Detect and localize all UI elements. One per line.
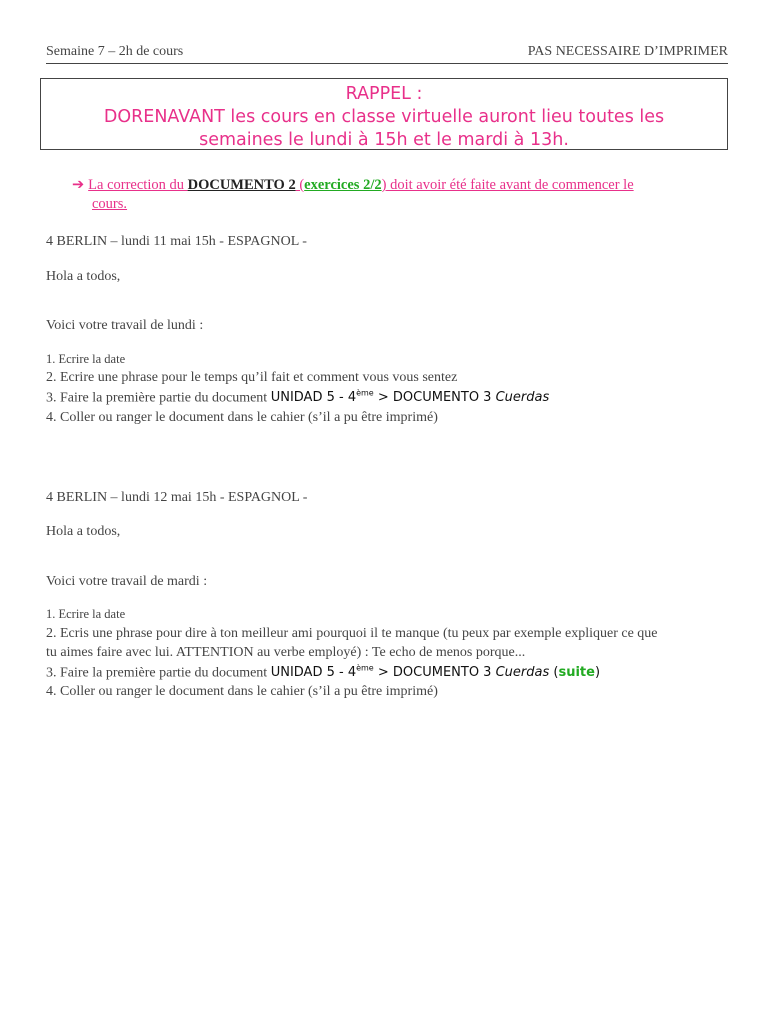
lundi-item-4: 4. Coller ou ranger le document dans le cahier (s’il a pu être imprimé)	[46, 410, 438, 425]
lundi-item-2: 2. Ecrire une phrase pour le temps qu’il fait et comment vous vous sentez	[46, 370, 458, 385]
rappel-line-3: semaines le lundi à 15h et le mardi à 13h.	[199, 130, 569, 150]
mardi-item-1: 1. Ecrire la date	[46, 607, 126, 621]
mardi-item-3: 3. Faire la première partie du document UNIDAD 5 - 4ème > DOCUMENTO 3 Cuerdas (suite)	[46, 664, 601, 681]
suite-label: suite	[558, 665, 595, 681]
rappel-title: RAPPEL :	[345, 84, 423, 104]
lundi-item-3: 3. Faire la première partie du document UNIDAD 5 - 4ème > DOCUMENTO 3 Cuerdas	[46, 389, 550, 406]
mardi-intro: Voici votre travail de mardi :	[46, 574, 208, 589]
mardi-item-2a: 2. Ecris une phrase pour dire à ton meilleur ami pourquoi il te manque (tu peux par exemple expliquer ce que	[46, 626, 658, 641]
mardi-title: 4 BERLIN – lundi 12 mai 15h - ESPAGNOL -	[46, 490, 308, 505]
rappel-line-2: DORENAVANT les cours en classe virtuelle auront lieu toutes les	[103, 107, 665, 127]
unidad-label: UNIDAD 5 - 4ème > DOCUMENTO 3 Cuerdas	[270, 389, 550, 406]
lundi-intro: Voici votre travail de lundi :	[46, 318, 204, 333]
header-right: PAS NECESSAIRE D’IMPRIMER	[527, 44, 728, 59]
unidad-label: UNIDAD 5 - 4ème > DOCUMENTO 3 Cuerdas (suite)	[270, 664, 601, 681]
mardi-greeting: Hola a todos,	[46, 524, 121, 539]
page-header	[46, 44, 728, 64]
lundi-greeting: Hola a todos,	[46, 269, 121, 284]
rappel-box	[40, 78, 728, 150]
arrow-right-icon: ➔	[72, 177, 85, 193]
exercices-label: exercices 2/2	[304, 177, 382, 193]
lundi-item-1: 1. Ecrire la date	[46, 352, 126, 366]
correction-note: ➔ La correction du DOCUMENTO 2 (exercices 2/2) doit avoir été faite avant de commencer le cours.	[72, 177, 634, 212]
mardi-item-2b: tu aimes faire avec lui. ATTENTION au verbe employé) : Te echo de menos porque...	[46, 645, 526, 660]
mardi-item-4: 4. Coller ou ranger le document dans le cahier (s’il a pu être imprimé)	[46, 684, 438, 699]
documento-2-label: DOCUMENTO 2	[187, 177, 296, 193]
header-left: Semaine 7 – 2h de cours	[46, 44, 184, 59]
lundi-title: 4 BERLIN – lundi 11 mai 15h - ESPAGNOL -	[46, 234, 307, 249]
